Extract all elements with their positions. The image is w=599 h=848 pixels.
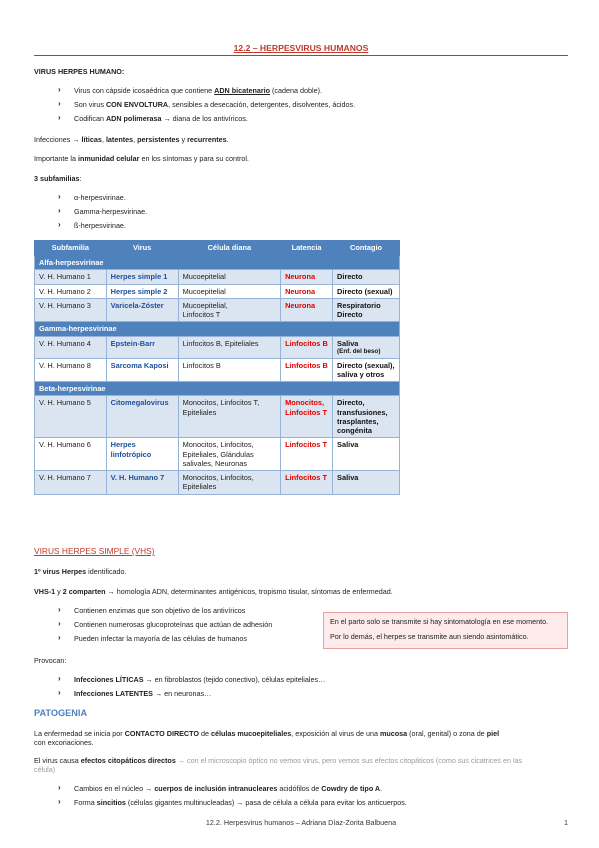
- column-header: Virus: [106, 241, 178, 256]
- table-group-row: Alfa-herpesvirinae: [35, 256, 400, 270]
- table-row: V. H. Humano 6 Herpes linfotrópico Monocitos, Linfocitos, Epiteliales, Glándulas salivales, Neuronas Linfocitos T Saliva: [35, 438, 400, 471]
- table-group-row: Gamma-herpesvirinae: [35, 322, 400, 336]
- table-row: V. H. Humano 8 Sarcoma Kaposi Linfocitos B Linfocitos B Directo (sexual), saliva y otros: [35, 358, 400, 382]
- provocan-label: Provocan:: [34, 656, 67, 665]
- list-item: › Codifican ADN polimerasa → diana de los antivíricos.: [58, 114, 568, 123]
- column-header: Célula diana: [178, 241, 281, 256]
- intro-bullets: [58, 86, 568, 129]
- table-row: V. H. Humano 4 Epstein-Barr Linfocitos B, Epiteliales Linfocitos B Saliva (Enf. del beso): [35, 336, 400, 358]
- table-row: V. H. Humano 7 V. H. Humano 7 Monocitos, Linfocitos, Epiteliales Linfocitos T Saliva: [35, 471, 400, 495]
- list-item: › Infecciones LATENTES → en neuronas…: [58, 689, 568, 698]
- column-header: Subfamilia: [35, 241, 107, 256]
- list-item: › Gamma-herpesvirinae.: [58, 207, 568, 216]
- vhs-first-line: 1º virus Herpes identificado.: [34, 567, 127, 576]
- list-item: › ß-herpesvirinae.: [58, 221, 568, 230]
- page-footer: 12.2. Herpesvirus humanos – Adriana Díaz-Zorita Balbuena: [205, 818, 397, 827]
- page-number: 1: [564, 818, 568, 827]
- table-row: V. H. Humano 1 Herpes simple 1 Mucoepitelial Neurona Directo: [35, 270, 400, 284]
- section-heading-patogenia: PATOGENIA: [34, 708, 88, 718]
- list-item: › Pueden infectar la mayoría de las células de humanos: [58, 634, 313, 643]
- table-row: V. H. Humano 3 Varicela-Zóster Mucoepitelial, Linfocitos T Neurona Respiratorio Directo: [35, 298, 400, 322]
- provocan-bullets: [58, 675, 568, 703]
- list-item: › Forma sincitios (células gigantes multinucleadas) → pasa de célula a célula para evitar los anticuerpos.: [58, 798, 568, 807]
- page-title-container: [34, 43, 568, 56]
- herpesvirus-table: [34, 240, 400, 495]
- note-line: Por lo demás, el herpes se transmite aun siendo asintomático.: [330, 632, 529, 641]
- infections-line: Infecciones → líticas, latentes, persistentes y recurrentes.: [34, 135, 229, 144]
- note-line: En el parto solo se transmite si hay sintomatología en ese momento.: [330, 617, 549, 626]
- list-item: › Son virus CON ENVOLTURA, sensibles a desecación, detergentes, disolventes, ácidos.: [58, 100, 568, 109]
- patogenia-bullets: [58, 784, 568, 812]
- list-item: › Contienen numerosas glucoproteínas que actúan de adhesión: [58, 620, 313, 629]
- vhs-share-line: VHS-1 y 2 comparten → homología ADN, determinantes antigénicos, tropismo tisular, síntomas de enfermedad.: [34, 587, 393, 596]
- note-box: [323, 612, 568, 649]
- list-item: › Infecciones LÍTICAS → en fibroblastos (tejido conectivo), células epiteliales…: [58, 675, 568, 684]
- section-heading-vhs: VIRUS HERPES SIMPLE (VHS): [34, 546, 155, 556]
- table-group-row: Beta-herpesvirinae: [35, 382, 400, 396]
- patogenia-paragraph-1: La enfermedad se inicia por CONTACTO DIRECTO de células mucoepiteliales, exposición al virus de una mucosa (oral, genital) o zona de piel con excoriaciones.: [34, 729, 500, 747]
- intro-heading: VIRUS HERPES HUMANO:: [34, 67, 125, 76]
- column-header: Latencia: [281, 241, 333, 256]
- list-item: › Cambios en el núcleo → cuerpos de inclusión intranucleares acidófilos de Cowdry de tipo A.: [58, 784, 568, 793]
- table-row: V. H. Humano 2 Herpes simple 2 Mucoepitelial Neurona Directo (sexual): [35, 284, 400, 298]
- subfamilies-heading: 3 subfamilias:: [34, 174, 82, 183]
- list-item: › α-herpesvirinae.: [58, 193, 568, 202]
- table-header-row: [35, 241, 400, 256]
- vhs-bullets: [58, 606, 313, 649]
- table-row: V. H. Humano 5 Citomegalovirus Monocitos, Linfocitos T, Epiteliales Monocitos, Linfocitos T Directo, transfusiones, trasplantes, congénita: [35, 396, 400, 438]
- page-title: 12.2 – HERPESVIRUS HUMANOS: [233, 43, 369, 53]
- patogenia-paragraph-2: El virus causa efectos citopáticos directos → con el microscopio óptico no vemos virus, pero vemos sus efectos citopáticos (como sus cicatrices en las célula): [34, 756, 523, 774]
- column-header: Contagio: [333, 241, 400, 256]
- list-item: › Virus con cápside icosaédrica que contiene ADN bicatenario (cadena doble).: [58, 86, 568, 95]
- immunity-line: Importante la inmunidad celular en los síntomas y para su control.: [34, 154, 249, 163]
- subfamilies-list: [58, 193, 568, 236]
- list-item: › Contienen enzimas que son objetivo de los antivíricos: [58, 606, 313, 615]
